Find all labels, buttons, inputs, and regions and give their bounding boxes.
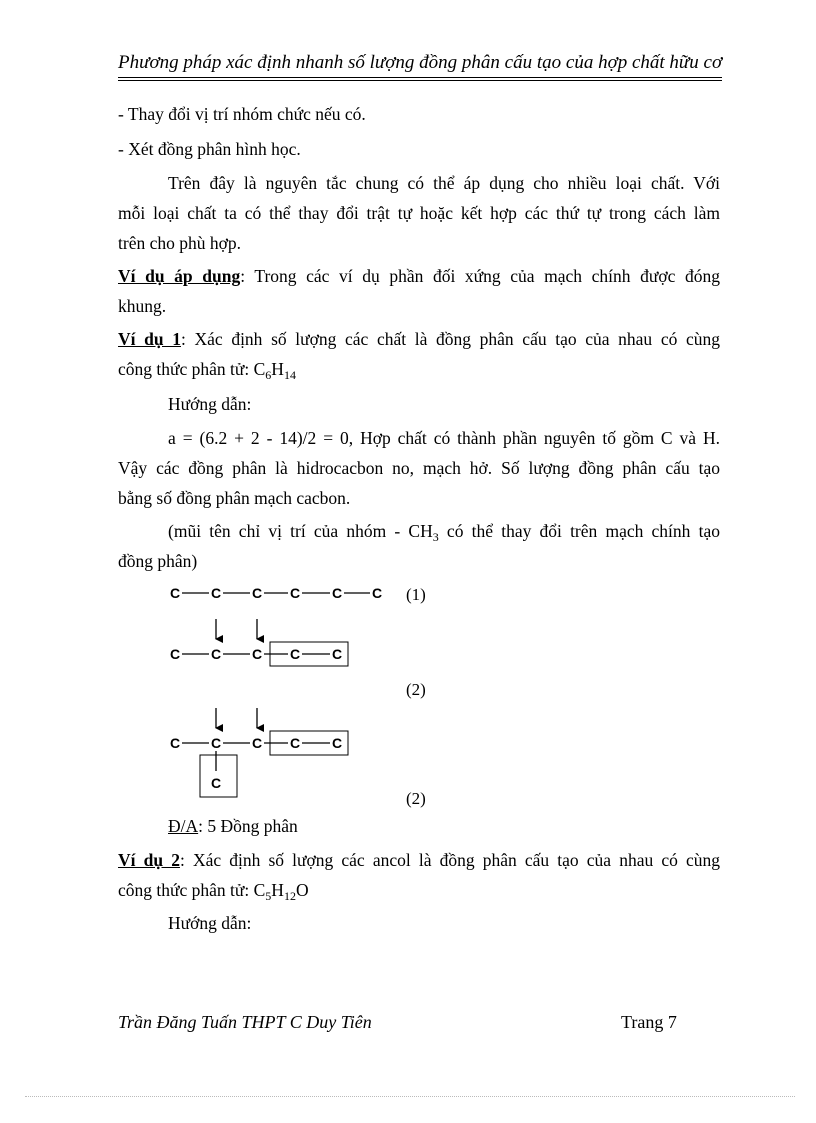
answer-text: : 5 Đồng phân: [198, 816, 298, 836]
paragraph-line: trên cho phù hợp.: [118, 233, 241, 253]
example-1-heading: [118, 324, 720, 354]
example-2-formula-line: [118, 875, 720, 905]
formula-prefix: công thức phân tử:: [118, 359, 254, 379]
answer-label: Đ/A: [168, 816, 199, 836]
example-2-heading: [118, 845, 720, 875]
paragraph-line: khung.: [118, 296, 167, 316]
applied-example-heading: [118, 261, 720, 291]
svg-text:C: C: [252, 585, 263, 601]
svg-text:C: C: [290, 735, 301, 751]
svg-text:C: C: [332, 585, 343, 601]
svg-text:C: C: [252, 646, 263, 662]
paragraph-line: đồng phân): [118, 551, 198, 571]
bullet-position-change: - Thay đổi vị trí nhóm chức nếu có.: [118, 104, 366, 124]
svg-text:C: C: [211, 775, 222, 791]
page-header-title: Phương pháp xác định nhanh số lượng đồng phân cấu tạo của hợp chất hữu cơ: [118, 52, 723, 73]
formula-prefix: công thức phân tử:: [118, 880, 254, 900]
paragraph-line: Vậy các đồng phân là hidrocacbon no, mạch hở. Số lượng đồng phân cấu tạo: [118, 458, 720, 478]
svg-text:C: C: [170, 646, 181, 662]
example-1-formula-line: [118, 354, 720, 384]
paragraph-line: bằng số đồng phân mạch cacbon.: [118, 488, 351, 508]
answer-line: [168, 811, 720, 841]
paragraph-line: mỗi loại chất ta có thể thay đổi trật tự hoặc kết hợp các thứ tự trong cách làm: [118, 203, 720, 223]
footer-page-number: Trang 7: [621, 1012, 677, 1032]
example-2-label: Ví dụ 2: [118, 850, 180, 870]
applied-example-text: : Trong các ví dụ phần đối xứng của mạch chính được đóng: [240, 266, 720, 286]
applied-example-label: Ví dụ áp dụng: [118, 266, 241, 286]
paragraph-line: a = (6.2 + 2 - 14)/2 = 0, Hợp chất có thành phần nguyên tố gồm C và H.: [168, 428, 720, 448]
structure-3-dimethyl-chain: [170, 708, 348, 797]
structure-label-2: (2): [406, 680, 426, 699]
header-rule: [118, 77, 722, 78]
footer-author: Trần Đăng Tuấn THPT C Duy Tiên: [118, 1012, 372, 1032]
example-1-text: : Xác định số lượng các chất là đồng phân cấu tạo của nhau có cùng: [181, 329, 720, 349]
arrow-note-line: (mũi tên chỉ vị trí của nhóm - $CH_3$ có thể thay đổi trên mạch chính tạo: [168, 521, 720, 544]
header-rule-thin: [118, 80, 722, 81]
carbon-chain-structures: [160, 575, 400, 805]
structure-2-methyl-chain: [170, 619, 348, 666]
svg-text:C: C: [290, 646, 301, 662]
svg-text:C: C: [211, 585, 222, 601]
structure-label-3: (2): [406, 789, 426, 808]
svg-text:C: C: [170, 735, 181, 751]
structure-label-1: (1): [406, 585, 426, 604]
svg-text:C: C: [211, 646, 222, 662]
guide-heading: Hướng dẫn:: [168, 913, 252, 933]
paragraph-line: Trên đây là nguyên tắc chung có thể áp dụng cho nhiều loại chất. Với: [168, 173, 720, 193]
guide-heading: Hướng dẫn:: [168, 394, 252, 414]
example-2-text: : Xác định số lượng các ancol là đồng phân cấu tạo của nhau có cùng: [179, 850, 720, 870]
example-1-label: Ví dụ 1: [118, 329, 181, 349]
svg-text:C: C: [332, 646, 343, 662]
molecular-formula: $C_6H_{14}$: [253, 359, 296, 382]
bullet-geometric-isomer: - Xét đồng phân hình học.: [118, 139, 301, 159]
svg-text:C: C: [170, 585, 181, 601]
svg-text:C: C: [252, 735, 263, 751]
svg-text:C: C: [211, 735, 222, 751]
svg-text:C: C: [372, 585, 383, 601]
svg-text:C: C: [290, 585, 301, 601]
svg-text:C: C: [332, 735, 343, 751]
page-bottom-divider: [25, 1096, 795, 1097]
structure-1-straight-chain: [170, 585, 382, 601]
molecular-formula: $C_5H_{12}O$: [253, 880, 309, 903]
